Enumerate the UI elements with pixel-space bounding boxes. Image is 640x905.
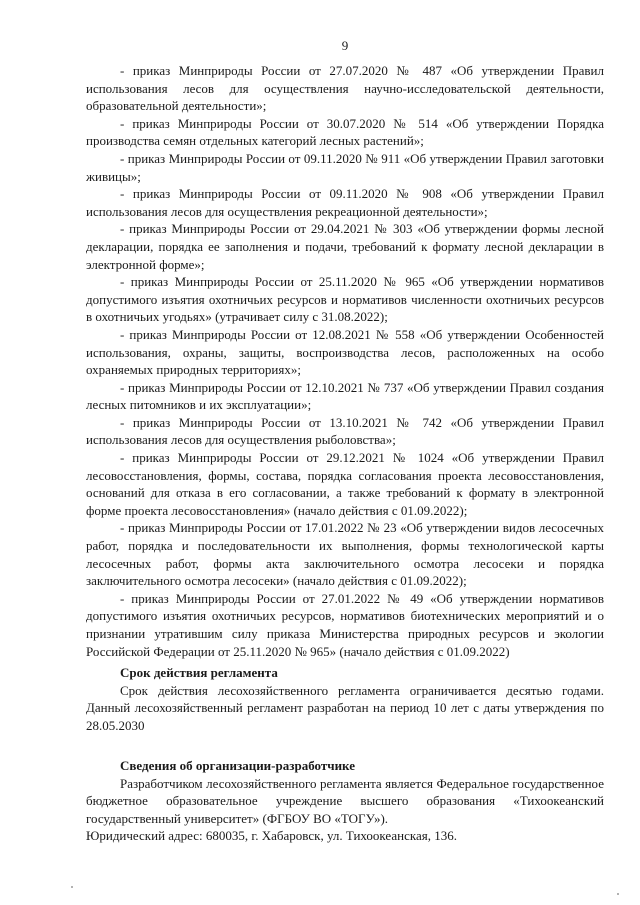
page-number: 9 [341, 38, 349, 53]
order-item: - приказ Минприроды России от 27.07.2020 № 487 «Об утверждении Правил использования лесов для осуществления научно-исследовательской деятельности, образовательной деятельности»; [86, 63, 604, 114]
developer-section [86, 757, 604, 845]
validity-text: Срок действия лесохозяйственного регламента ограничивается десятью годами. Данный лесохозяйственный регламент разработан на период 10 лет с даты утверждения по 28.05.2030 [86, 682, 604, 733]
order-item: - приказ Минприроды России от 09.11.2020 № 908 «Об утверждении Правил использования лесов для осуществления рекреационной деятельности»; [86, 186, 604, 219]
validity-title: Срок действия регламента [120, 665, 278, 680]
order-item: - приказ Минприроды России от 13.10.2021 № 742 «Об утверждении Правил использования лесов для осуществления рыболовства»; [86, 414, 604, 448]
developer-title: Сведения об организации-разработчике [120, 758, 355, 773]
developer-text: Разработчиком лесохозяйственного регламента является Федеральное государственное бюджетное образовательное учреждение высшего образования «Тихоокеанский государственный университет» (ФГБОУ ВО «ТОГУ»). [86, 775, 604, 826]
validity-section [86, 664, 604, 734]
order-item: - приказ Минприроды России от 29.12.2021 № 1024 «Об утверждении Правил лесовосстановления, формы, состава, порядка согласования проекта лесовосстановления, оснований для отказа в его согласовании, а также требований к формату в электронной форме проекта лесовосстановления» (начало действия с 01.09.2022); [86, 450, 604, 518]
scan-speck [617, 893, 619, 895]
order-item: - приказ Минприроды России от 25.11.2020 № 965 «Об утверждении нормативов допустимого изъятия охотничьих ресурсов и нормативов численности охотничьих ресурсов в охотничьих угодьях» (утрачивает силу с 31.08.2022); [86, 274, 604, 325]
order-item: - приказ Минприроды России от 29.04.2021 № 303 «Об утверждении формы лесной декларации, порядка ее заполнения и подачи, требований к формату лесной декларации в электронной форме»; [86, 221, 604, 272]
order-item: - приказ Минприроды России от 17.01.2022 № 23 «Об утверждении видов лесосечных работ, порядка и последовательности их выполнения, формы технологической карты лесосечных работ, формы акта заключительного осмотра лесосеки и порядка заключительного осмотра лесосеки» (начало действия с 01.09.2022); [86, 520, 604, 589]
developer-address: Юридический адрес: 680035, г. Хабаровск, ул. Тихоокеанская, 136. [86, 828, 457, 844]
orders-list [86, 62, 604, 660]
order-item: - приказ Минприроды России от 12.08.2021 № 558 «Об утверждении Особенностей использования, охраны, защиты, воспроизводства лесов, расположенных на особо охраняемых природных территориях»; [86, 326, 604, 378]
order-item: - приказ Минприроды России от 12.10.2021 № 737 «Об утверждении Правил создания лесных питомников и их эксплуатации»; [86, 379, 604, 413]
scan-speck [71, 886, 73, 888]
order-item: - приказ Минприроды России от 30.07.2020 № 514 «Об утверждении Порядка производства семян отдельных категорий лесных растений»; [86, 115, 604, 149]
order-item: - приказ Минприроды России от 27.01.2022 № 49 «Об утверждении нормативов допустимого изъятия охотничьих ресурсов, нормативов биотехнических мероприятий и о признании утратившим силу приказа Министерства природных ресурсов и экологии Российской Федерации от 25.11.2020 № 965» (начало действия с 01.09.2022) [86, 590, 604, 659]
order-item: - приказ Минприроды России от 09.11.2020 № 911 «Об утверждении Правил заготовки живицы»; [86, 150, 604, 184]
